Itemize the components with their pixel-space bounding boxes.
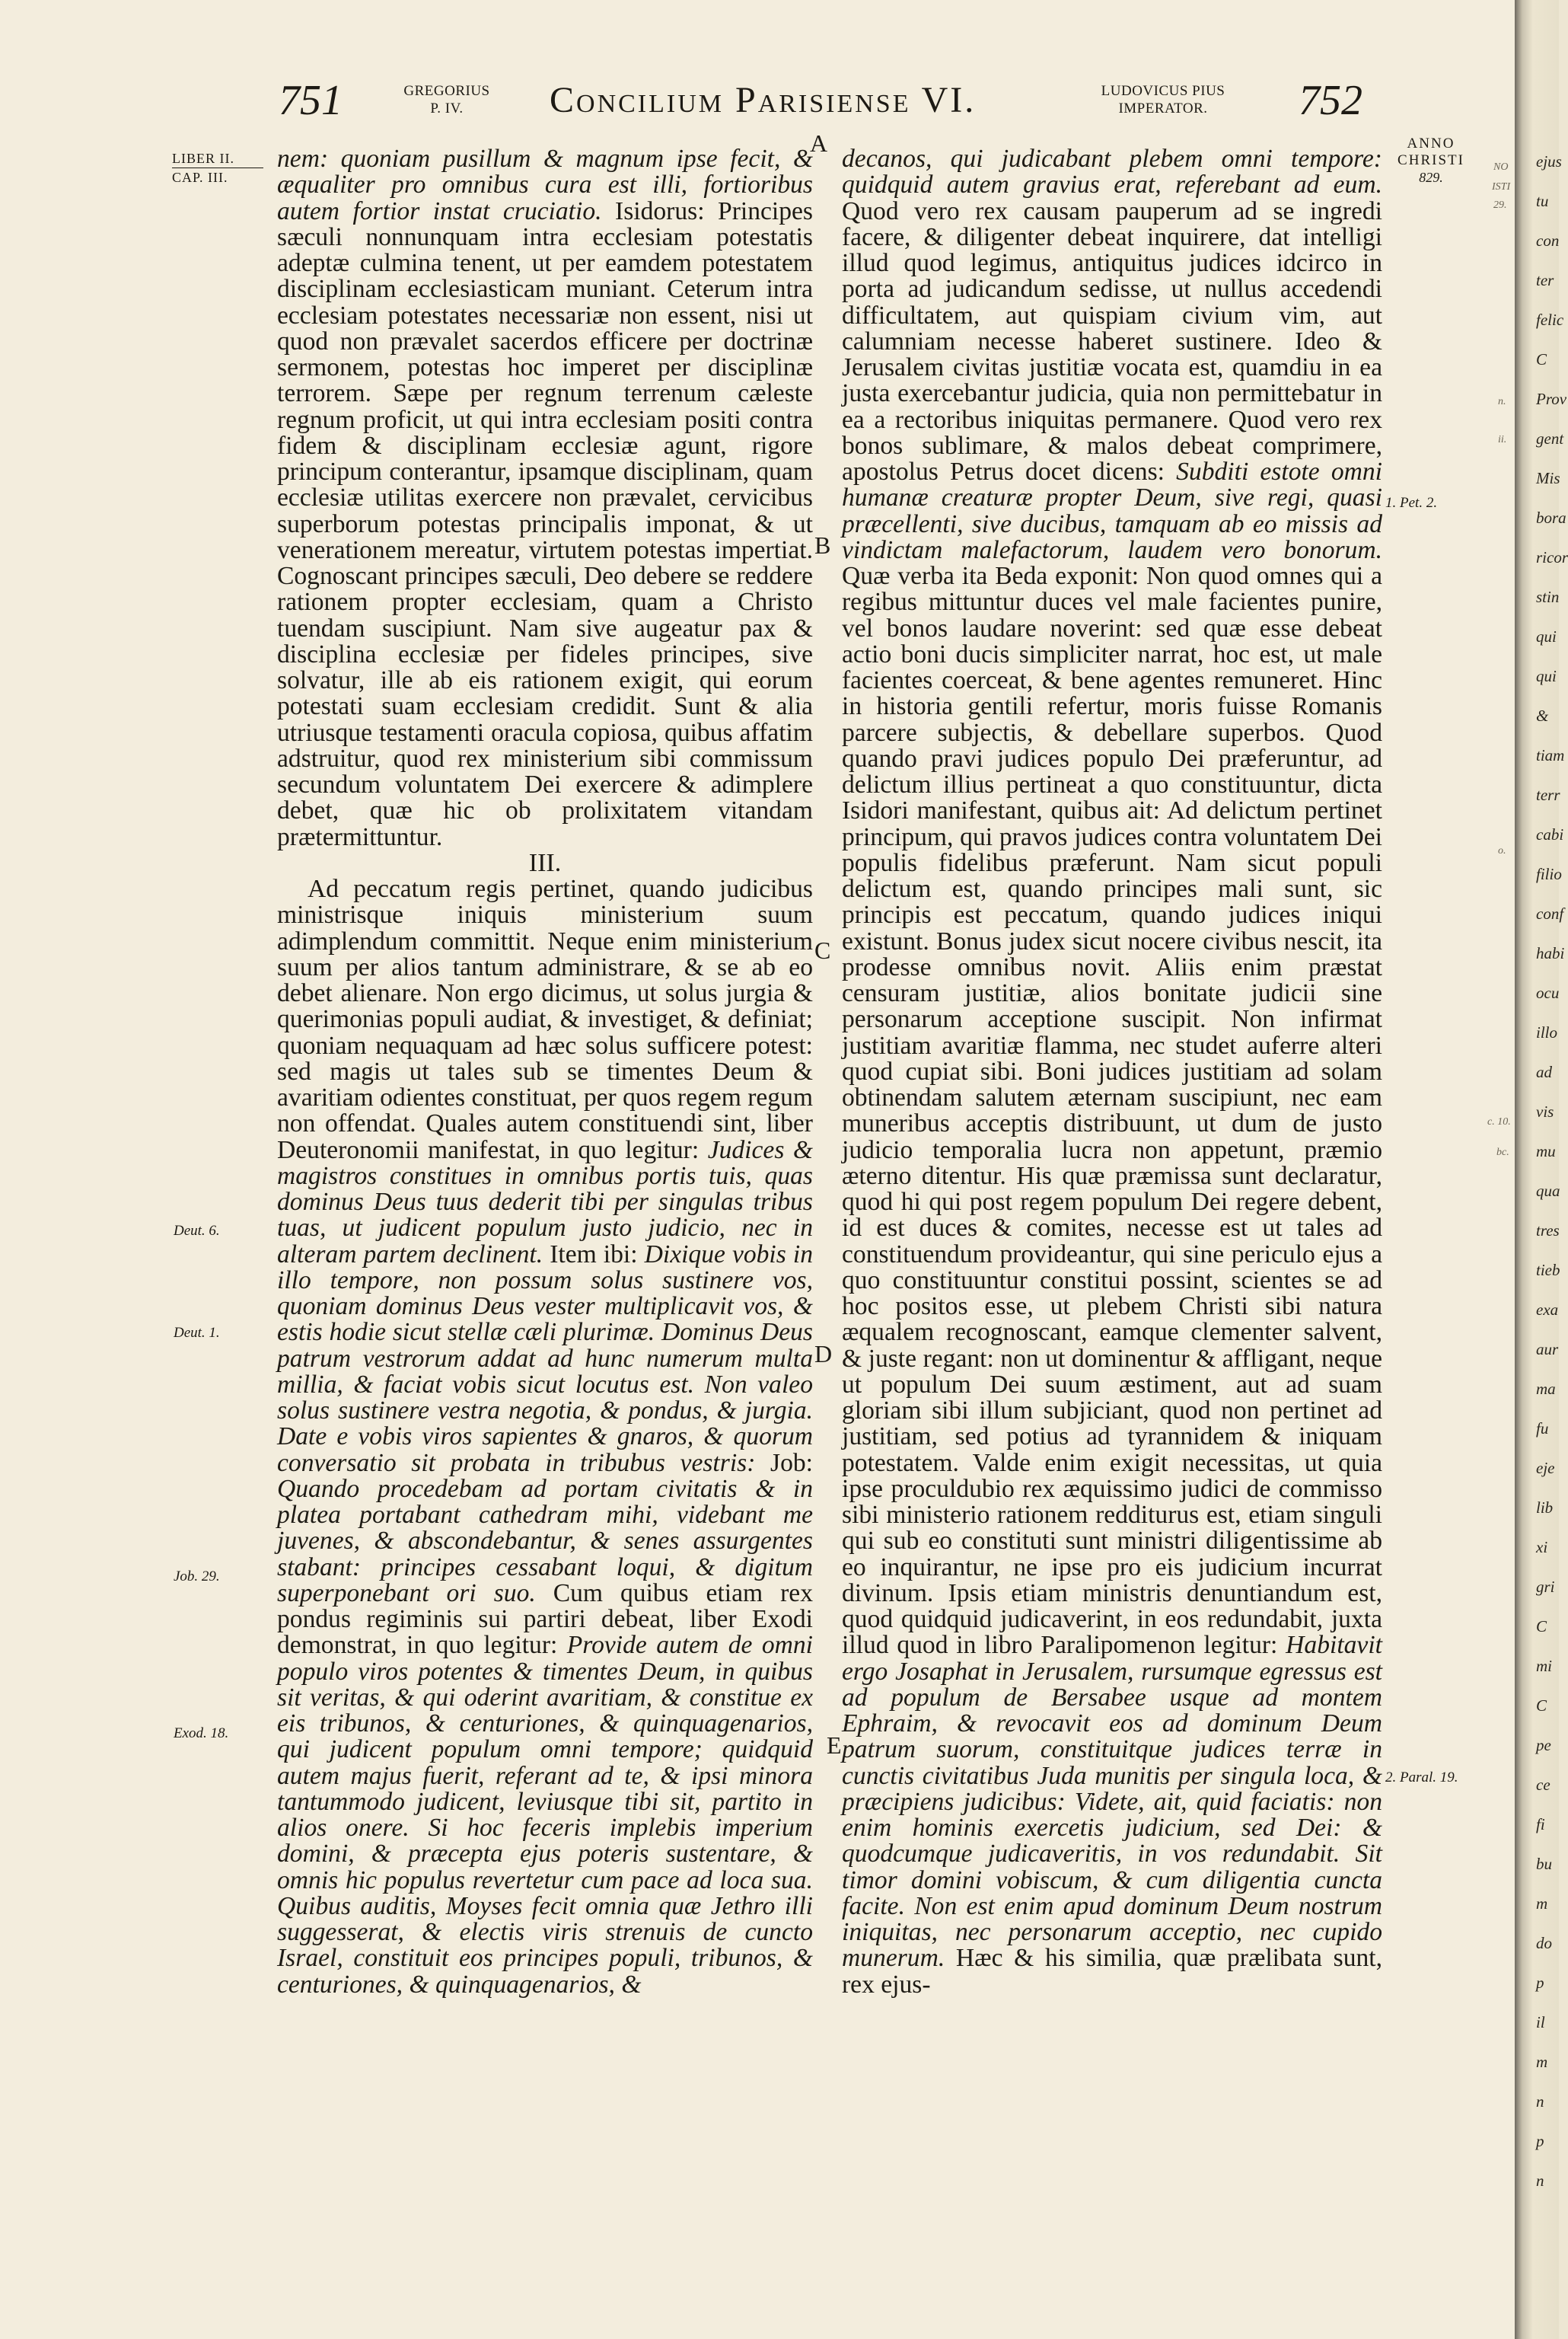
margin-ref-exod-18: Exod. 18. bbox=[174, 1725, 229, 1741]
text-run: Dixique vobis in illo tempore, non possum solus sustinere vos, quoniam dominus Deus vester multiplicavit vos, & estis hodie sicut stellæ cæli plurimæ. Dominus Deus patrum vestrorum addat ad hunc numerum multa millia, & faciat vobis sicut locutus est. Non valeo solus sustinere vestra negotia, & pondus, & jurgia. Date e vobis viros sapientes & gnaros, & quorum conversatio sit probata in tribubus vestris: bbox=[277, 1240, 813, 1477]
running-title: Concilium Parisiense VI. bbox=[550, 80, 977, 120]
edge-word: aur bbox=[1536, 1340, 1559, 1358]
bleed-mark: c. 10. bbox=[1487, 1116, 1511, 1128]
header-pope-name: GREGORIUS bbox=[403, 83, 490, 99]
edge-word: qui bbox=[1536, 627, 1557, 646]
edge-word: n bbox=[1536, 2171, 1544, 2190]
section-letter-c: C bbox=[814, 937, 831, 964]
edge-word: tieb bbox=[1536, 1261, 1560, 1279]
edge-word: ce bbox=[1536, 1776, 1550, 1794]
text-run: Subditi estote omni humanæ creaturæ propter Deum, sive regi, quasi præcellenti, sive ducibus, tamquam ab eo missis ad vindictam malefactorum, laudem vero bonorum. bbox=[842, 458, 1382, 564]
margin-ref-deut-1: Deut. 1. bbox=[174, 1325, 220, 1341]
text-run: Job: bbox=[755, 1448, 813, 1477]
edge-word: C bbox=[1536, 1617, 1547, 1635]
margin-year-christi: CHRISTI bbox=[1397, 152, 1464, 168]
right-column bbox=[842, 146, 1382, 1998]
bleed-mark: o. bbox=[1498, 845, 1506, 857]
edge-word: gri bbox=[1536, 1578, 1555, 1596]
edge-word: exa bbox=[1536, 1300, 1559, 1319]
edge-word: C bbox=[1536, 350, 1547, 369]
edge-word: ejus bbox=[1536, 152, 1562, 171]
section-heading: III. bbox=[528, 848, 562, 877]
margin-ref-1-pet-2: 1. Pet. 2. bbox=[1385, 495, 1438, 511]
text-run: Judices & magistros constitues in omnibus portis tuis, quas dominus Deus tuus dederit tibi per singulas tribus tuas, ut judicent populum justo judicio, nec in alteram partem declinent. bbox=[277, 1135, 814, 1268]
margin-ref-2-paral-19: 2. Paral. 19. bbox=[1385, 1769, 1458, 1785]
right-paragraph bbox=[842, 146, 1382, 1998]
edge-word: gent bbox=[1536, 429, 1564, 448]
text-run: decanos, qui judicabant plebem omni tempore: quidquid autem gravius erat, referebant ad eum. bbox=[842, 145, 1382, 199]
bleed-mark: bc. bbox=[1496, 1147, 1509, 1158]
edge-word: il bbox=[1536, 2013, 1545, 2031]
header-emperor-title: IMPERATOR. bbox=[1118, 101, 1208, 116]
section-letter-d: D bbox=[814, 1340, 833, 1367]
margin-year-number: 829. bbox=[1419, 170, 1443, 185]
bleed-mark: ISTI bbox=[1492, 181, 1511, 193]
header-pope-number: P. IV. bbox=[430, 101, 464, 116]
text-run: Cum quibus etiam rex pondus regiminis sui partiri debeat, liber Exodi demonstrat, in quo legitur: bbox=[277, 1578, 813, 1660]
edge-word: m bbox=[1536, 1894, 1548, 1913]
edge-word: n bbox=[1536, 2092, 1544, 2111]
bleed-mark: NO bbox=[1493, 161, 1509, 173]
edge-word: fu bbox=[1536, 1419, 1549, 1438]
edge-word: pe bbox=[1536, 1736, 1551, 1754]
edge-word: lib bbox=[1536, 1498, 1554, 1517]
edge-word: ricor bbox=[1536, 548, 1568, 566]
text-run: Quod vero rex causam pauperum ad se ingredi facere, & diligenter debeat inquirere, dat intelligi illud quod legimus, antiquitus judices idcirco in porta ad judicandum sedisse, ut nullus accedendi difficultatem, aut quispiam civium vim, aut calumniam necesse haberet sustinere. Ideo & Jerusalem civitas justitiæ vocata est, quamdiu in ea justa exercebantur judicia, quia non permittebatur in ea a rectoribus iniquitas permanere. Quod vero rex bonos sublimare, & malos debeat comprimere, apostolus Petrus docet dicens: bbox=[842, 196, 1382, 486]
left-paragraph-1 bbox=[277, 146, 813, 850]
edge-word: tiam bbox=[1536, 746, 1565, 764]
text-run: Item ibi: bbox=[543, 1240, 645, 1268]
edge-word: mi bbox=[1536, 1657, 1552, 1675]
edge-word: tu bbox=[1536, 192, 1549, 210]
bleed-mark: n. bbox=[1498, 396, 1506, 407]
edge-word: felic bbox=[1536, 311, 1564, 329]
edge-word: qua bbox=[1536, 1182, 1560, 1200]
edge-word: habi bbox=[1536, 944, 1565, 962]
section-letter-b: B bbox=[814, 531, 831, 559]
page-number-right: 752 bbox=[1299, 77, 1362, 124]
margin-book: LIBER II. bbox=[172, 149, 263, 168]
text-run: Habitavit ergo Josaphat in Jerusalem, rursumque egressus est ad populum de Bersabee usque ad montem Ephraim, & revocavit eos ad dominum Deum patrum suorum, constituitque judices terræ in cunctis civitatibus Juda munitis per singula loca, & præcipiens judicibus: Videte, ait, quid faciatis: non enim hominis exercetis judicium, sed Dei: & quodcumque judicaveritis, in vos redundabit. Sit timor domini vobiscum, & cum diligentia cuncta facite. Non est enim apud dominum Deum nostrum iniquitas, nec personarum acceptio, nec cupido munerum. bbox=[842, 1631, 1382, 1973]
text-run: Ad peccatum regis pertinet, quando judicibus ministrisque iniquis ministerium suum adimplendum committit. Neque enim ministerium suum per alios tantum administrare, & se ab eo debet alienare. Non ergo dicimus, ut solus jurgia & querimonias populi audiat, & investiget, & definiat; quoniam nequaquam ad hæc solus sufficere potest: sed magis ut tales sub se timentes Deum & avaritiam odientes constituat, per quos regem regum non offendat. Quales autem constituendi sint, liber Deuteronomii manifestat, in quo legitur: bbox=[277, 875, 813, 1164]
edge-word: tres bbox=[1536, 1221, 1560, 1240]
edge-word: fi bbox=[1536, 1815, 1545, 1833]
edge-word: eje bbox=[1536, 1459, 1555, 1477]
text-run: Quæ verba ita Beda exponit: Non quod omnes qui a regibus mittuntur duces vel male facientes punire, vel bonos laudare noverint: sed quæ esse debeat actio boni ducis simpliciter narrat, hoc est, ut male facientes coerceat, & bene agentes remuneret. Hinc in historia gentili refertur, moris fuisse Romanis parcere subjectis, & debellare superbos. Quod quando pravi judices populo Dei præferuntur, ad delictum illius pertineat a quo constituuntur, dicta Isidori manifestant, quibus ait: Ad delictum pertinet principum, qui pravos judices contra voluntatem Dei populis fidelibus præferunt. Nam sicut populi delictum est, quando principes mali sunt, sic principis est peccatum, quando judices iniqui existunt. Bonus judex sicut nocere civibus nescit, ita prodesse omnibus novit. Aliis enim præstat censuram justitiæ, alios bonitate judicii sine personarum acceptione suscipit. Non infirmat justitiam avaritiæ flamma, nec studet auferre alteri quod cupiat sibi. Boni judices justitiam ad solam obtinendam salutem æternam suscipiunt, nec eam muneribus acceptis distribuunt, ut dum de justo judicio temporalia lucra non appetunt, præmio æterno ditentur. His quæ præmissa sunt declaratur, quod hi qui post regem populum Dei regere debent, id est duces & comites, necesse est ut tales ad constituendum provideantur, qui sine periculo ejus a quo constituuntur constitui possint, scientes se ad hoc positos esse, ut plebem Christi sibi natura æqualem recognoscant, eamque clementer salvent, & juste regant: non ut dominentur & affligant, neque ut populum Dei suum æstiment, aut ad suam gloriam sibi illum subjiciant, quod non pertinet ad justitiam, sed potius ad tyrannidem & iniquam potestatem. Valde enim exigit necessitas, ut quia ipse proculdubio rex æquissimo judici de commisso sibi ministerio rationem redditurus est, etiam singuli qui sub eo constituti sunt ministri diligentissime ab eo inquirantur, ne ipse pro eis judicium incurrat divinum. Ipsis etiam ministris denuntiandum est, quod quidquid judicaverint, in eos redundabit, juxta illud quod in libro Paralipomenon legitur: bbox=[842, 562, 1382, 1660]
margin-ref-job-29: Job. 29. bbox=[174, 1568, 220, 1584]
text-run: Provide autem de omni populo viros potentes & timentes Deum, in quibus sit veritas, & qui oderint avaritiam, & constitue ex eis tribunos, & centuriones, & quinquagenarios, qui judicent populum omni tempore; quidquid autem majus fuerit, referant ad te, & ipsi minora tantummodo judicent, leviusque tibi sit, partito in alios onere. Si hoc feceris implebis imperium domini, & præcepta ejus poteris sustentare, & omnis hic populus revertetur cum pace ad loca sua. Quibus auditis, Moyses fecit omnia quæ Jethro illi suggesserat, & electis viris strenuis de cuncto Israel, constituit eos principes populi, tribunos, & centuriones, & quinquagenarios, & bbox=[277, 1631, 813, 1999]
edge-word: C bbox=[1536, 1696, 1547, 1715]
header-pope bbox=[390, 82, 504, 117]
edge-word: terr bbox=[1536, 786, 1560, 804]
edge-word: & bbox=[1536, 707, 1549, 725]
edge-word: xi bbox=[1536, 1538, 1548, 1556]
edge-word: qui bbox=[1536, 667, 1557, 685]
text-run: nem: quoniam pusillum & magnum ipse fecit, & æqualiter pro omnibus cura est illi, fortioribus autem fortior instat cruciatio. bbox=[277, 145, 813, 225]
section-letter-e: E bbox=[827, 1731, 842, 1759]
left-column bbox=[277, 146, 813, 1998]
edge-word: Prov bbox=[1536, 390, 1567, 408]
edge-word: p bbox=[1536, 2132, 1544, 2150]
text-run: Hæc & his similia, quæ prælibata sunt, rex ejus- bbox=[842, 1944, 1382, 1999]
edge-word: bora bbox=[1536, 509, 1566, 527]
margin-year bbox=[1385, 136, 1477, 186]
edge-word: ocu bbox=[1536, 984, 1560, 1002]
edge-word: vis bbox=[1536, 1102, 1554, 1121]
bleed-mark: 29. bbox=[1493, 199, 1507, 211]
edge-word: stin bbox=[1536, 588, 1560, 606]
edge-word: cabi bbox=[1536, 825, 1564, 844]
edge-word: ter bbox=[1536, 271, 1554, 289]
page-number-left: 751 bbox=[279, 77, 343, 124]
header-emperor bbox=[1087, 82, 1239, 117]
edge-word: p bbox=[1536, 1974, 1544, 1992]
text-run: Isidorus: Principes sæculi nonnunquam intra ecclesiam potestatis adeptæ culmina tenent, ut per eamdem potestatem disciplinam ecclesiasticam muniant. Ceterum intra ecclesiam potestates necessariæ non essent, nisi ut quod non prævalet sacerdos efficere per doctrinæ sermonem, potestas hoc imperet per disciplinæ terrorem. Sæpe per regnum terrenum cæleste regnum proficit, ut qui intra ecclesiam positi contra fidem & disciplinam ecclesiæ agunt, rigore principum conterantur, ipsamque disciplinam, quam ecclesiæ utilitas exercere non prævalet, cervicibus superborum potestas principalis imponat, & ut venerationem mereatur, virtutem potestas impertiat. Cognoscant principes sæculi, Deo debere se reddere rationem propter ecclesiam, quam a Christo tuendam suscipiunt. Nam sive augeatur pax & disciplina ecclesiæ per fideles principes, sive solvatur, ille ab eis rationem exigit, qui eorum potestati suam ecclesiam credidit. Sunt & alia utriusque testamenti oracula copiosa, quibus affatim adstruitur, quod rex ministerium sibi commissum secundum voluntatem Dei exercere & adimplere debet, quæ hic ob prolixitatem vitandam prætermittuntur. bbox=[277, 196, 814, 851]
edge-word: filio bbox=[1536, 865, 1562, 883]
header-emperor-name: LUDOVICUS PIUS bbox=[1101, 83, 1225, 99]
edge-word: bu bbox=[1536, 1855, 1552, 1873]
margin-year-anno: ANNO bbox=[1407, 136, 1455, 152]
margin-ref-deut-6: Deut. 6. bbox=[174, 1223, 220, 1239]
section-letter-a: A bbox=[810, 129, 828, 157]
margin-book-chapter bbox=[172, 149, 263, 187]
edge-word: illo bbox=[1536, 1023, 1558, 1042]
edge-word: m bbox=[1536, 2053, 1548, 2071]
left-paragraph-2 bbox=[277, 876, 813, 1998]
edge-word: conf bbox=[1536, 905, 1564, 923]
bleed-mark: ii. bbox=[1498, 434, 1507, 445]
edge-word: do bbox=[1536, 1934, 1552, 1952]
page-header bbox=[0, 69, 1515, 129]
margin-chapter: CAP. III. bbox=[172, 170, 228, 185]
edge-word: Mis bbox=[1536, 469, 1560, 487]
edge-word: ma bbox=[1536, 1380, 1556, 1398]
text-run: Quando procedebam ad portam civitatis & in platea portabant cathedram mihi, videbant me juvenes, & abscondebantur, & senes assurgentes stabant: principes cessabant loqui, & digitum superponebant ori suo. bbox=[277, 1474, 813, 1607]
edge-word: ad bbox=[1536, 1063, 1552, 1081]
edge-word: con bbox=[1536, 231, 1560, 250]
edge-word: mu bbox=[1536, 1142, 1556, 1160]
